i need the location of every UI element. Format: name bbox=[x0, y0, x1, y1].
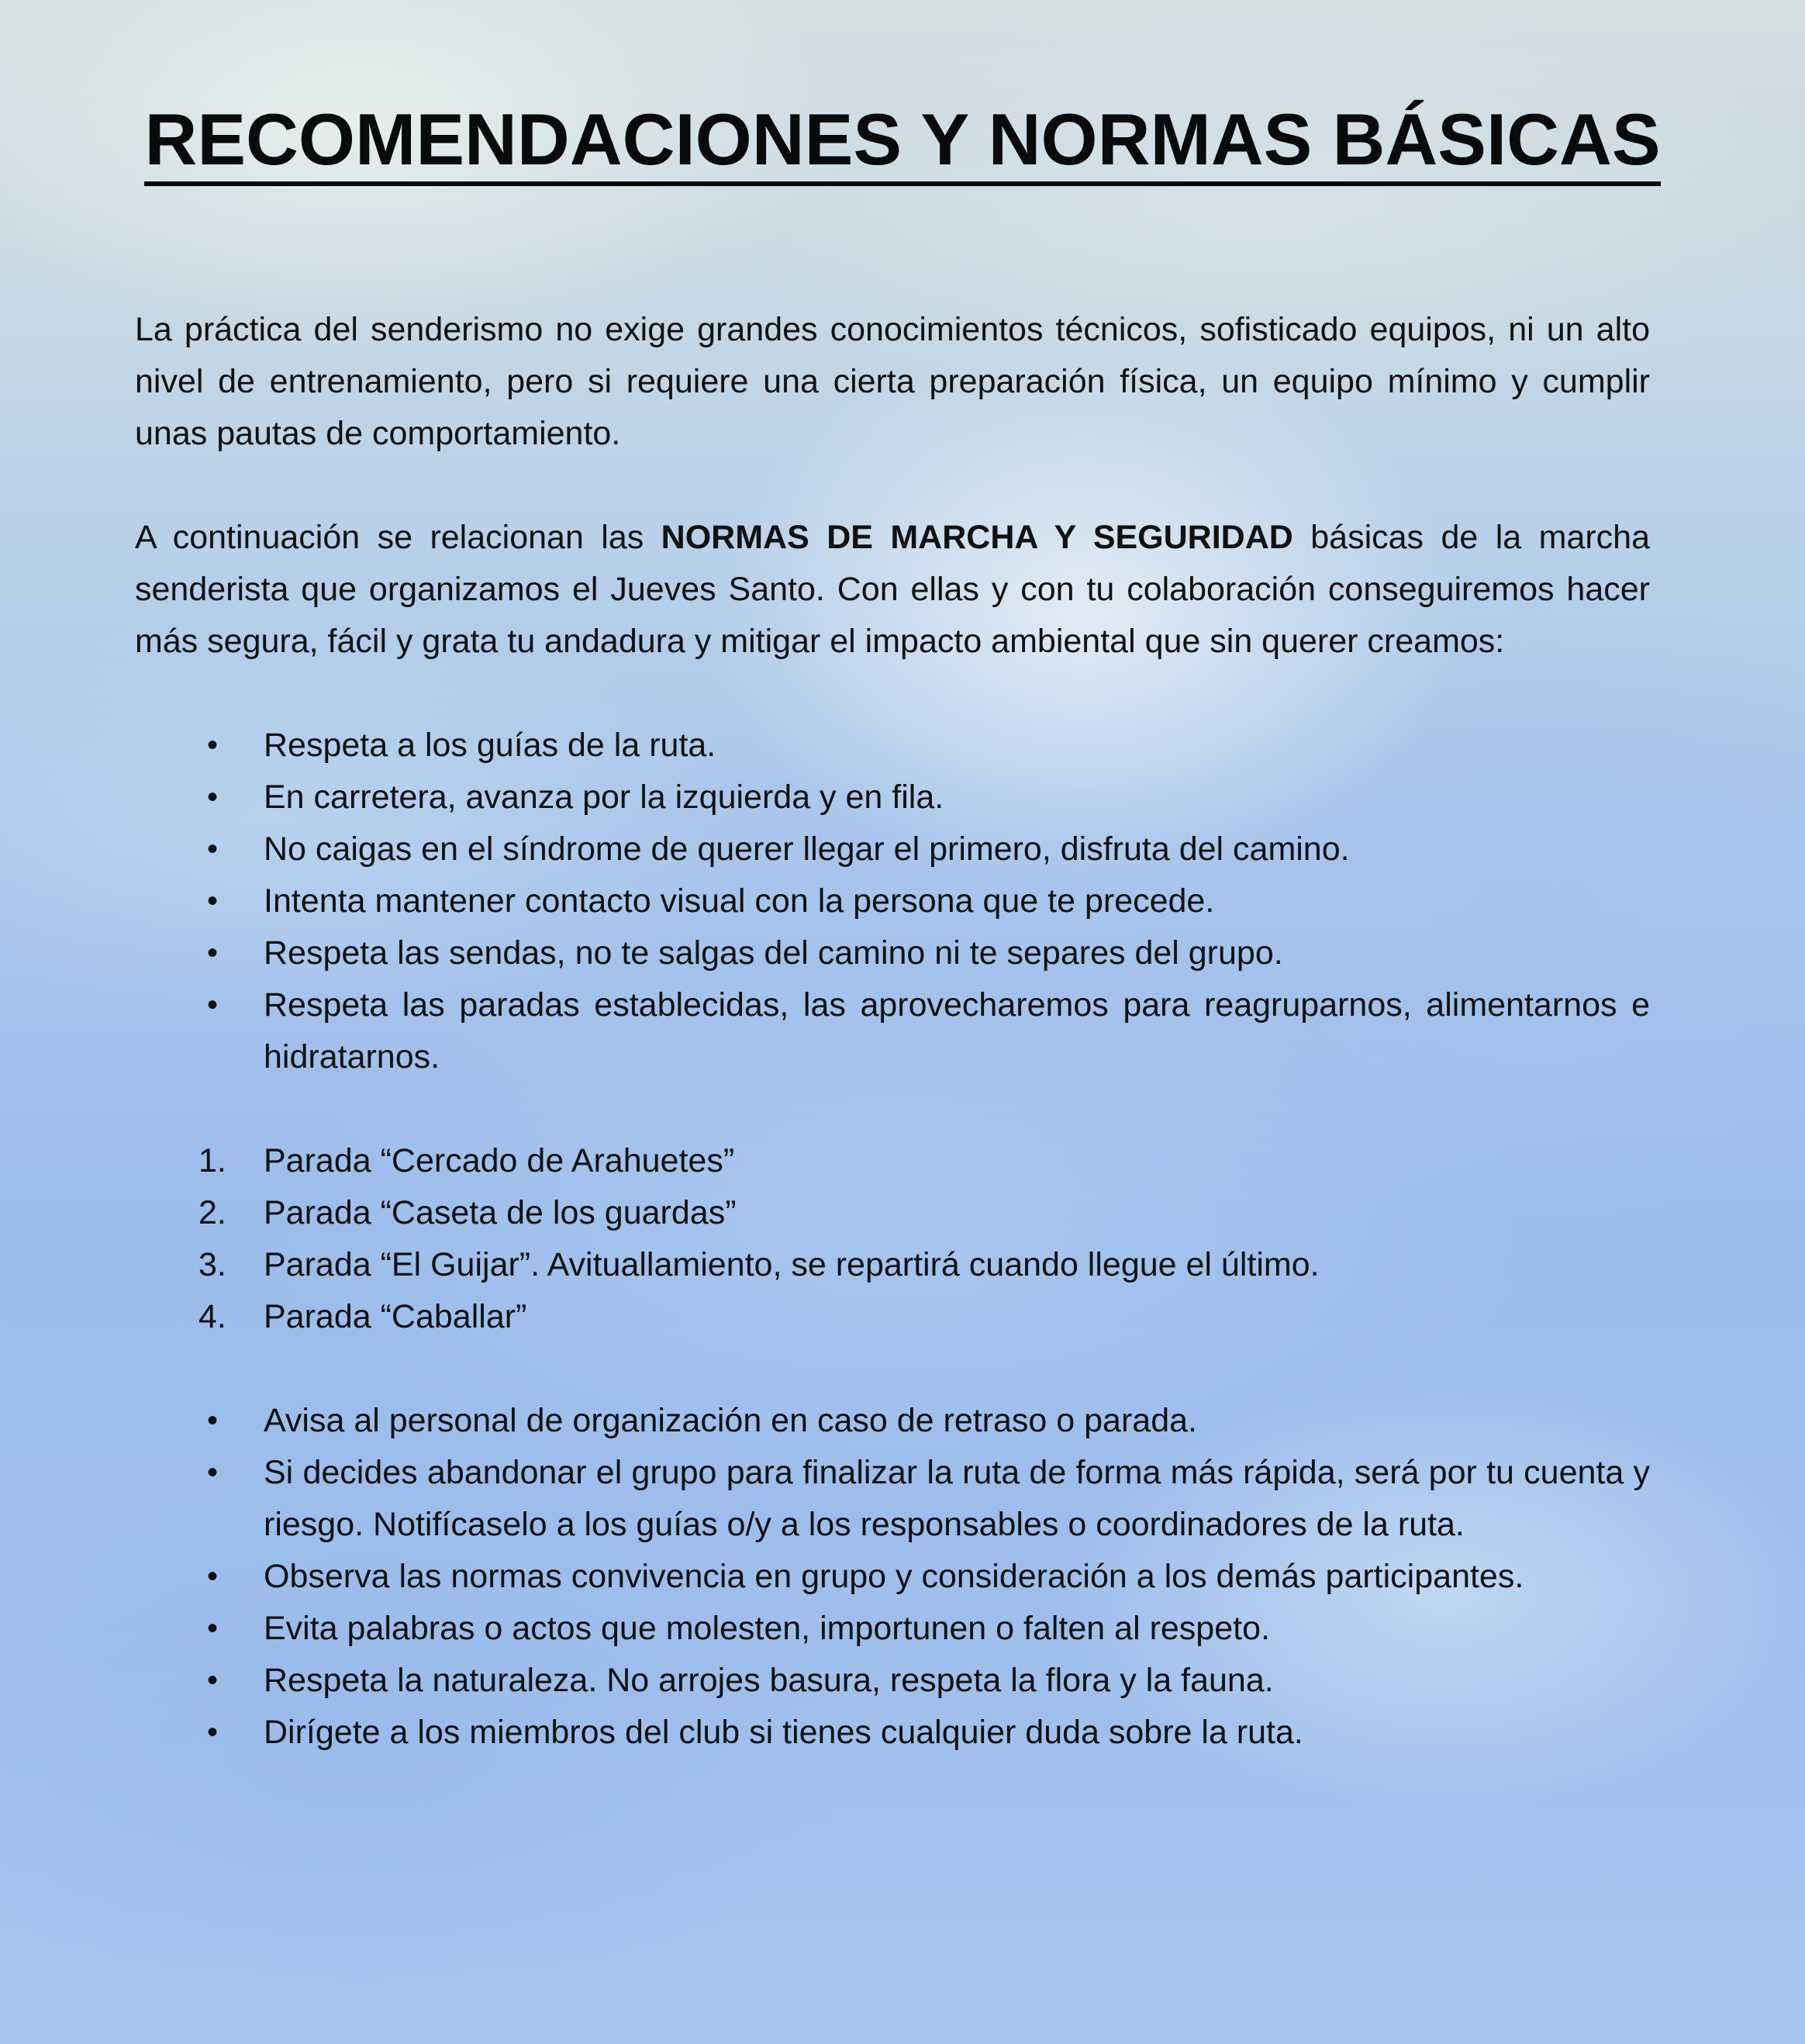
list-item-text: Observa las normas convivencia en grupo y consideración a los demás participantes. bbox=[264, 1558, 1524, 1595]
stop-item bbox=[135, 1291, 1650, 1343]
rules-intro-bold: NORMAS DE MARCHA Y SEGURIDAD bbox=[661, 519, 1293, 556]
list-item-text: Evita palabras o actos que molesten, importunen o falten al respeto. bbox=[264, 1610, 1270, 1647]
bullet-icon: • bbox=[206, 1404, 218, 1438]
list-item-text: No caigas en el síndrome de querer llegar el primero, disfruta del camino. bbox=[264, 830, 1350, 868]
list-item-text: Respeta las sendas, no te salgas del camino ni te separes del grupo. bbox=[264, 934, 1283, 972]
stop-item bbox=[135, 1239, 1650, 1291]
list-item-text: En carretera, avanza por la izquierda y en fila. bbox=[264, 779, 944, 816]
list-item-text: Dirígete a los miembros del club si tienes cualquier duda sobre la ruta. bbox=[264, 1714, 1303, 1751]
list-item-text: Respeta las paradas establecidas, las aprovecharemos para reagruparnos, alimentarnos e hidratarnos. bbox=[264, 986, 1650, 1076]
bullet-icon: • bbox=[206, 1663, 218, 1697]
bullet-icon: • bbox=[206, 988, 218, 1022]
bullet-icon: • bbox=[206, 1611, 218, 1645]
list-item bbox=[135, 1447, 1650, 1551]
rules-intro-paragraph bbox=[135, 512, 1650, 668]
stop-text: Parada “Caseta de los guardas” bbox=[264, 1194, 737, 1231]
bullet-icon: • bbox=[206, 1455, 218, 1490]
bullet-icon: • bbox=[206, 1715, 218, 1749]
rules-list-2 bbox=[135, 1395, 1650, 1759]
list-item-text: Avisa al personal de organización en caso de retraso o parada. bbox=[264, 1402, 1197, 1439]
list-item-text: Intenta mantener contacto visual con la persona que te precede. bbox=[264, 882, 1215, 920]
bullet-icon: • bbox=[206, 780, 218, 814]
bullet-icon: • bbox=[206, 832, 218, 866]
rules-intro-before: A continuación se relacionan las bbox=[135, 519, 661, 556]
list-item bbox=[135, 1395, 1650, 1447]
list-item-text: Respeta la naturaleza. No arrojes basura, respeta la flora y la fauna. bbox=[264, 1662, 1274, 1699]
list-item bbox=[135, 823, 1650, 875]
stop-item bbox=[135, 1187, 1650, 1239]
page-title bbox=[0, 99, 1805, 179]
list-item bbox=[135, 720, 1650, 772]
list-item bbox=[135, 772, 1650, 823]
list-item bbox=[135, 875, 1650, 927]
stop-number: 3. bbox=[198, 1246, 226, 1283]
stop-text: Parada “Cercado de Arahuetes” bbox=[264, 1142, 735, 1179]
list-item bbox=[135, 1707, 1650, 1759]
bullet-icon: • bbox=[206, 884, 218, 918]
stop-text: Parada “El Guijar”. Avituallamiento, se repartirá cuando llegue el último. bbox=[264, 1246, 1320, 1283]
list-item-text: Si decides abandonar el grupo para finalizar la ruta de forma más rápida, será por tu cuenta y riesgo. Notifícaselo a los guías o/y a los responsables o coordinadores de la ruta. bbox=[264, 1454, 1650, 1543]
list-item-text: Respeta a los guías de la ruta. bbox=[264, 727, 716, 764]
stop-text: Parada “Caballar” bbox=[264, 1298, 527, 1335]
bullet-icon: • bbox=[206, 1559, 218, 1593]
list-item bbox=[135, 927, 1650, 979]
stop-number: 1. bbox=[198, 1142, 226, 1179]
page-title-text: RECOMENDACIONES Y NORMAS BÁSICAS bbox=[144, 98, 1660, 186]
list-item bbox=[135, 1603, 1650, 1655]
stops-list bbox=[135, 1135, 1650, 1343]
list-item bbox=[135, 1551, 1650, 1603]
stop-number: 2. bbox=[198, 1194, 226, 1231]
rules-list-1 bbox=[135, 720, 1650, 1083]
bullet-icon: • bbox=[206, 936, 218, 970]
stop-number: 4. bbox=[198, 1298, 226, 1335]
list-item bbox=[135, 979, 1650, 1083]
intro-paragraph: La práctica del senderismo no exige grandes conocimientos técnicos, sofisticado equipos, ni un alto nivel de entrenamiento, pero si requiere una cierta preparación física, un equipo mínimo y cumplir unas pautas de comportamiento. bbox=[135, 311, 1650, 452]
stop-item bbox=[135, 1135, 1650, 1187]
list-item bbox=[135, 1655, 1650, 1707]
bullet-icon: • bbox=[206, 728, 218, 762]
rules-intro-after: básicas de la marcha senderista que organizamos el Jueves Santo. Con ellas y con tu colaboración conseguiremos hacer más segura, fácil y grata tu andadura y mitigar el impacto ambiental que sin querer creamos: bbox=[135, 519, 1651, 660]
document-body bbox=[135, 304, 1650, 1759]
